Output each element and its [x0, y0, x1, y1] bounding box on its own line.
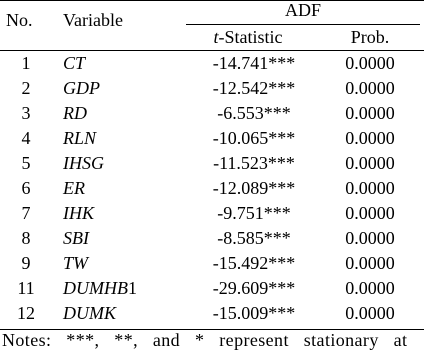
row-prob: 0.0000 [345, 228, 395, 248]
row-variable [63, 177, 85, 199]
table-notes: Notes: ***, **, and * represent stationary at [2, 330, 408, 350]
row-variable [63, 302, 116, 324]
row-t-statistic: -11.523*** [213, 153, 295, 173]
row-no: 8 [21, 228, 31, 248]
row-no: 2 [21, 78, 31, 98]
row-prob: 0.0000 [345, 153, 395, 173]
adf-rule [186, 24, 420, 25]
row-variable-name: RLN [63, 128, 97, 148]
row-prob: 0.0000 [345, 103, 395, 123]
row-variable [63, 227, 89, 249]
row-t-statistic: -14.741*** [212, 53, 296, 73]
row-t-statistic: -29.609*** [212, 278, 296, 298]
row-t-statistic: -15.492*** [212, 253, 296, 273]
row-no: 5 [21, 153, 31, 173]
row-t-statistic: -9.751*** [217, 203, 291, 223]
row-variable-name: CT [63, 53, 86, 73]
row-no: 3 [21, 103, 31, 123]
row-prob: 0.0000 [345, 128, 395, 148]
row-prob: 0.0000 [345, 53, 395, 73]
row-variable [63, 52, 85, 74]
row-variable-suffix: 1 [128, 278, 137, 298]
row-variable [63, 102, 87, 124]
row-no: 4 [21, 128, 31, 148]
row-prob: 0.0000 [345, 253, 395, 273]
row-variable-name: DUMK [63, 303, 116, 323]
row-t-statistic: -10.065*** [212, 128, 296, 148]
row-no: 6 [21, 178, 31, 198]
row-t-statistic: -8.585*** [217, 228, 291, 248]
row-t-statistic: -15.009*** [212, 303, 296, 323]
row-no: 11 [17, 278, 35, 298]
row-prob: 0.0000 [345, 178, 395, 198]
row-variable-name: IHK [63, 203, 94, 223]
row-variable [63, 77, 100, 99]
row-variable-name: TW [63, 253, 89, 273]
header-t-letter: t [213, 27, 219, 47]
row-prob: 0.0000 [345, 78, 395, 98]
row-prob: 0.0000 [345, 278, 395, 298]
row-no: 9 [21, 253, 31, 273]
header-statistic-label: -Statistic [218, 27, 283, 47]
row-prob: 0.0000 [345, 203, 395, 223]
row-prob: 0.0000 [345, 303, 395, 323]
row-variable [63, 202, 94, 224]
row-no: 12 [17, 303, 35, 323]
row-variable-name: GDP [63, 78, 100, 98]
row-variable-name: ER [63, 178, 85, 198]
header-bottom-rule [0, 50, 424, 51]
row-variable-name: IHSG [63, 153, 104, 173]
row-t-statistic: -6.553*** [217, 103, 291, 123]
row-variable [63, 127, 96, 149]
header-adf: ADF [284, 0, 321, 20]
row-variable [63, 277, 137, 299]
header-no: No. [6, 10, 33, 30]
header-t-statistic [186, 26, 310, 48]
row-t-statistic: -12.089*** [212, 178, 296, 198]
header-variable: Variable [63, 10, 123, 30]
row-variable [63, 152, 104, 174]
row-variable-name: SBI [63, 228, 89, 248]
row-no: 1 [21, 53, 31, 73]
row-variable-name: RD [63, 103, 87, 123]
header-prob: Prob. [350, 27, 390, 47]
row-variable [63, 252, 88, 274]
row-t-statistic: -12.542*** [212, 78, 296, 98]
row-no: 7 [21, 203, 31, 223]
row-variable-name: DUMHB [63, 278, 128, 298]
